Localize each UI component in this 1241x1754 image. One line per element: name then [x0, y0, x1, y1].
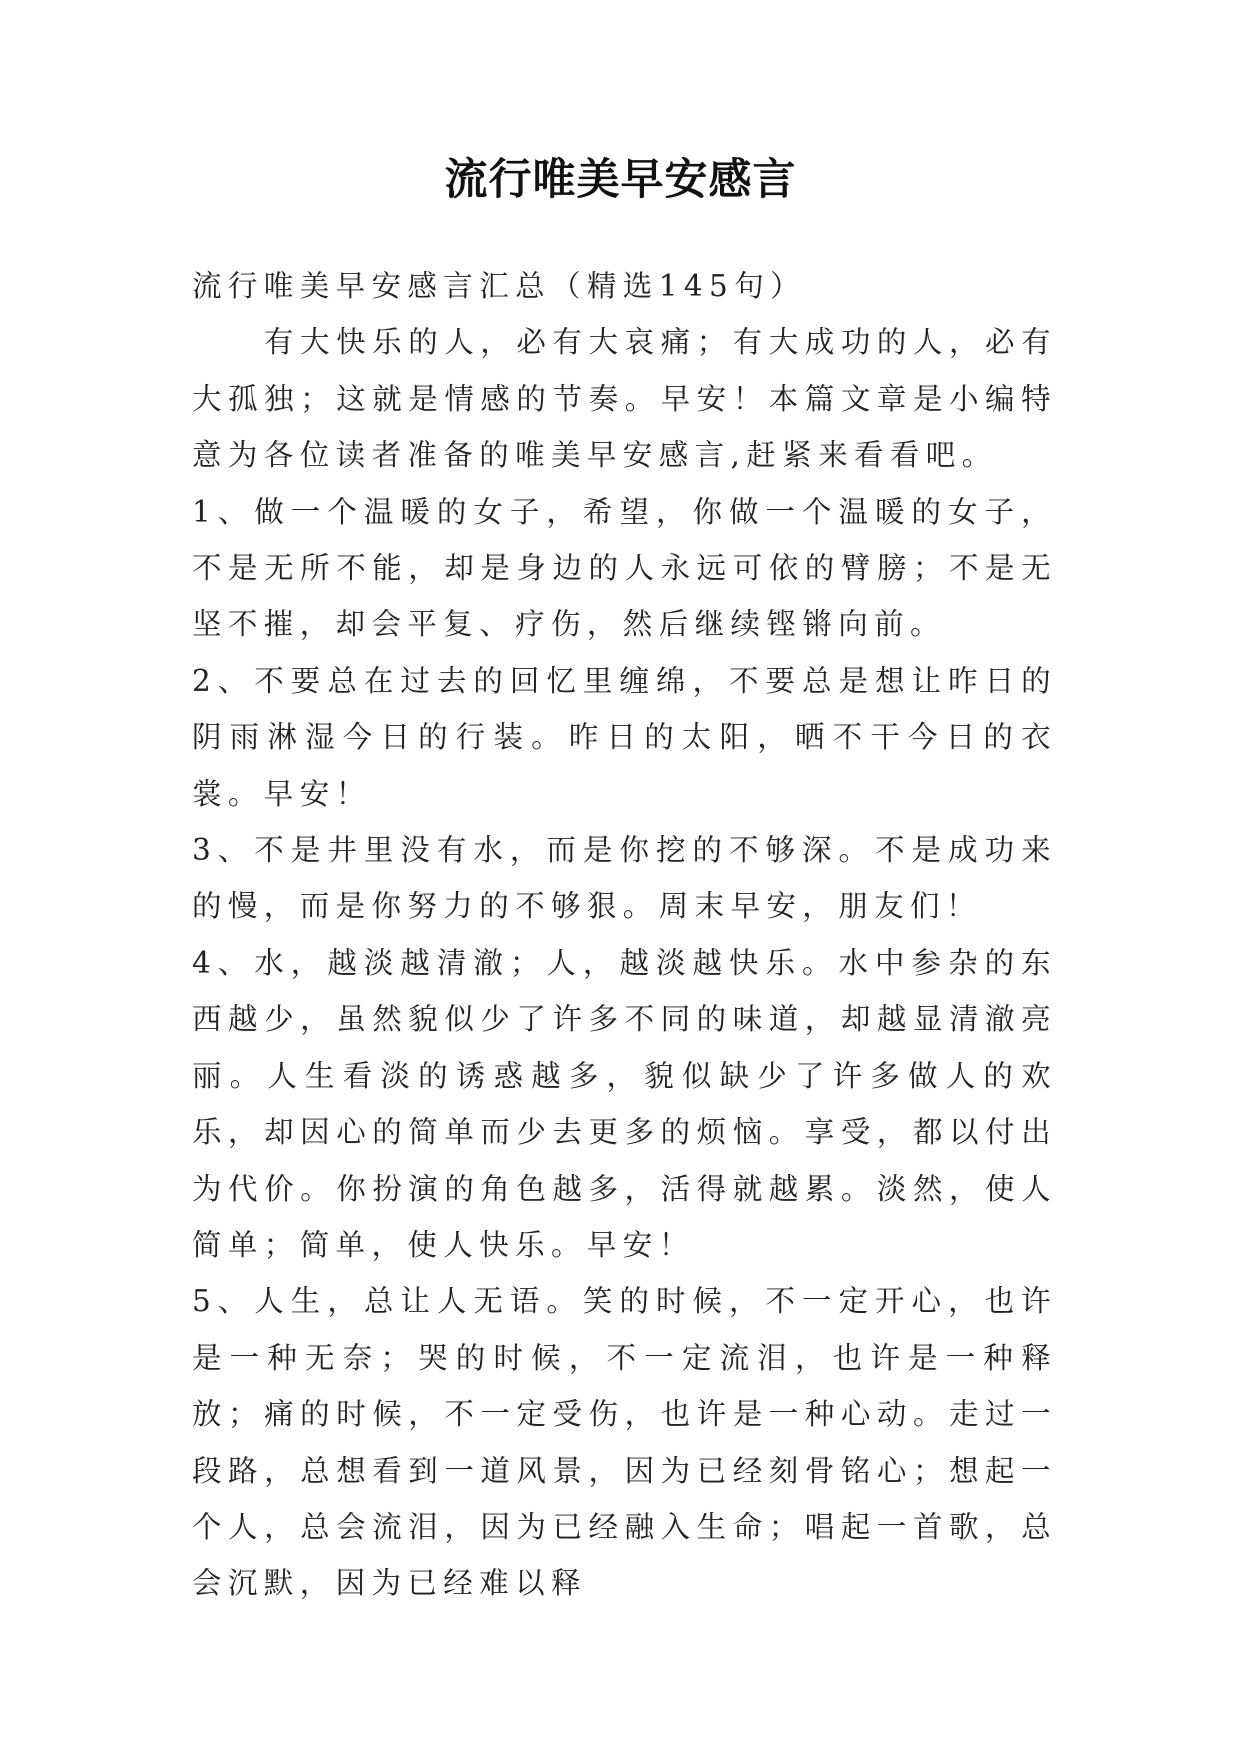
quote-item-2: 2、不要总在过去的回忆里缠绵，不要总是想让昨日的阴雨淋湿今日的行装。昨日的太阳，晒不干今日的衣裳。早安！ [192, 663, 1057, 811]
quote-item-1: 1、做一个温暖的女子，希望，你做一个温暖的女子，不是无所不能，却是身边的人永远可依的臂膀；不是无坚不摧，却会平复、疗伤，然后继续铿锵向前。 [192, 494, 1057, 642]
quote-item-4: 4、水，越淡越清澈；人，越淡越快乐。水中参杂的东西越少，虽然貌似少了许多不同的味道，却越显清澈亮丽。人生看淡的诱惑越多，貌似缺少了许多做人的欢乐，却因心的简单而少去更多的烦恼。享受，都以付出为代价。你扮演的角色越多，活得就越累。淡然，使人简单；简单，使人快乐。早安！ [192, 945, 1057, 1262]
document-title: 流行唯美早安感言 [444, 155, 797, 205]
document-body [192, 258, 1057, 1612]
quote-item-3: 3、不是井里没有水，而是你挖的不够深。不是成功来的慢，而是你努力的不够狠。周末早安，朋友们！ [192, 833, 1057, 924]
document-subtitle: 流行唯美早安感言汇总（精选145句） [192, 269, 807, 303]
quote-item-5: 5、人生，总让人无语。笑的时候，不一定开心，也许是一种无奈；哭的时候，不一定流泪，也许是一种释放；痛的时候，不一定受伤，也许是一种心动。走过一段路，总想看到一道风景，因为已经刻骨铭心；想起一个人，总会流泪，因为已经融入生命；唱起一首歌，总会沉默，因为已经难以释 [192, 1284, 1057, 1601]
intro-paragraph: 有大快乐的人，必有大哀痛；有大成功的人，必有大孤独；这就是情感的节奏。早安！本篇文章是小编特意为各位读者准备的唯美早安感言,赶紧来看看吧。 [192, 325, 1057, 473]
